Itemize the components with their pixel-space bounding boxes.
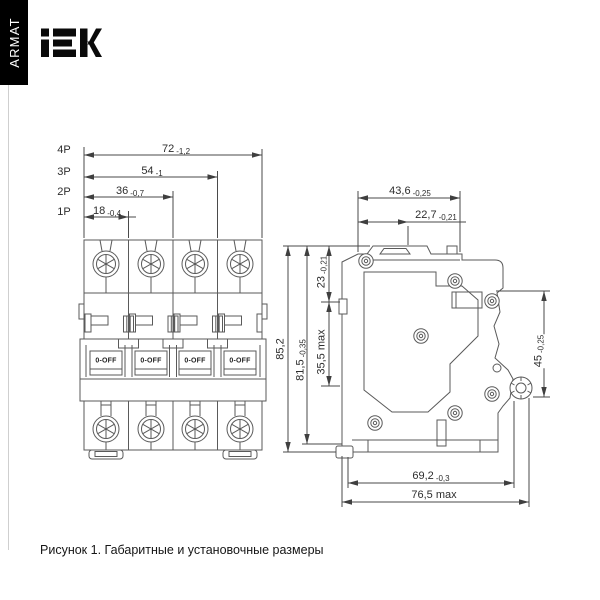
toggle-label: 0-OFF	[95, 357, 117, 365]
dim-tolerance: -0,25	[536, 334, 545, 353]
dim-tolerance: -0,25	[412, 188, 431, 198]
toggle-label: 0-OFF	[140, 357, 162, 365]
side-view-drawing	[336, 246, 532, 458]
dim-value: 45	[532, 354, 545, 368]
brand-text: ARMAT	[6, 17, 22, 68]
dim-tolerance: -0,3	[435, 473, 450, 483]
toggle-panel	[80, 339, 266, 405]
dim-4p-width	[162, 143, 190, 156]
dim-tolerance: -0,21	[319, 255, 328, 274]
dim-value: 22,7	[415, 209, 437, 221]
dim-3p-width	[141, 165, 162, 178]
dim-tolerance: -0,7	[130, 188, 145, 198]
pole-label-2p: 2P	[57, 186, 71, 198]
pole-label-3p: 3P	[57, 166, 71, 178]
dim-2p-width	[116, 185, 144, 198]
dim-value: 54	[141, 165, 154, 177]
dim-1p-width	[93, 205, 121, 218]
dim-value: 23	[315, 275, 328, 289]
dim-value: 18	[92, 205, 106, 217]
dim-tolerance: -1	[155, 168, 163, 178]
front-view-drawing	[79, 240, 267, 459]
dim-tolerance: -0,21	[438, 212, 457, 222]
dim-value: 69,2	[412, 470, 434, 482]
dim-value: 36	[115, 185, 129, 197]
front-dimension-lines	[84, 147, 262, 238]
dim-body-height	[295, 339, 308, 381]
dim-value: 72	[161, 143, 175, 155]
dim-rail-clip-zone	[316, 327, 329, 374]
dim-overall-height	[275, 336, 288, 359]
figure-caption: Рисунок 1. Габаритные и установочные размеры	[40, 543, 324, 557]
din-rail-latch-knob	[510, 377, 532, 399]
dim-value: 81,5	[294, 359, 307, 381]
dim-handle-offset	[415, 209, 457, 222]
toggle-label: 0-OFF	[229, 357, 251, 365]
dim-value: 43,6	[389, 185, 411, 197]
dim-din-rail-height	[533, 334, 546, 368]
pole-label-4p: 4P	[57, 144, 71, 156]
dim-value: 35,5 max	[315, 329, 328, 375]
dim-tolerance: -1,2	[176, 146, 191, 156]
pole-label-1p: 1P	[57, 206, 71, 218]
dim-top-to-rail-clip	[316, 256, 329, 288]
dim-value: 76,5 max	[411, 489, 457, 501]
dim-value: 85,2	[274, 338, 287, 360]
dim-tolerance: -0,4	[107, 208, 122, 218]
toggle-label: 0-OFF	[184, 357, 206, 365]
dim-max-depth	[411, 489, 458, 502]
dim-mounting-depth	[412, 470, 449, 483]
dim-top-width	[389, 185, 431, 198]
dim-tolerance: -0,35	[298, 339, 307, 358]
